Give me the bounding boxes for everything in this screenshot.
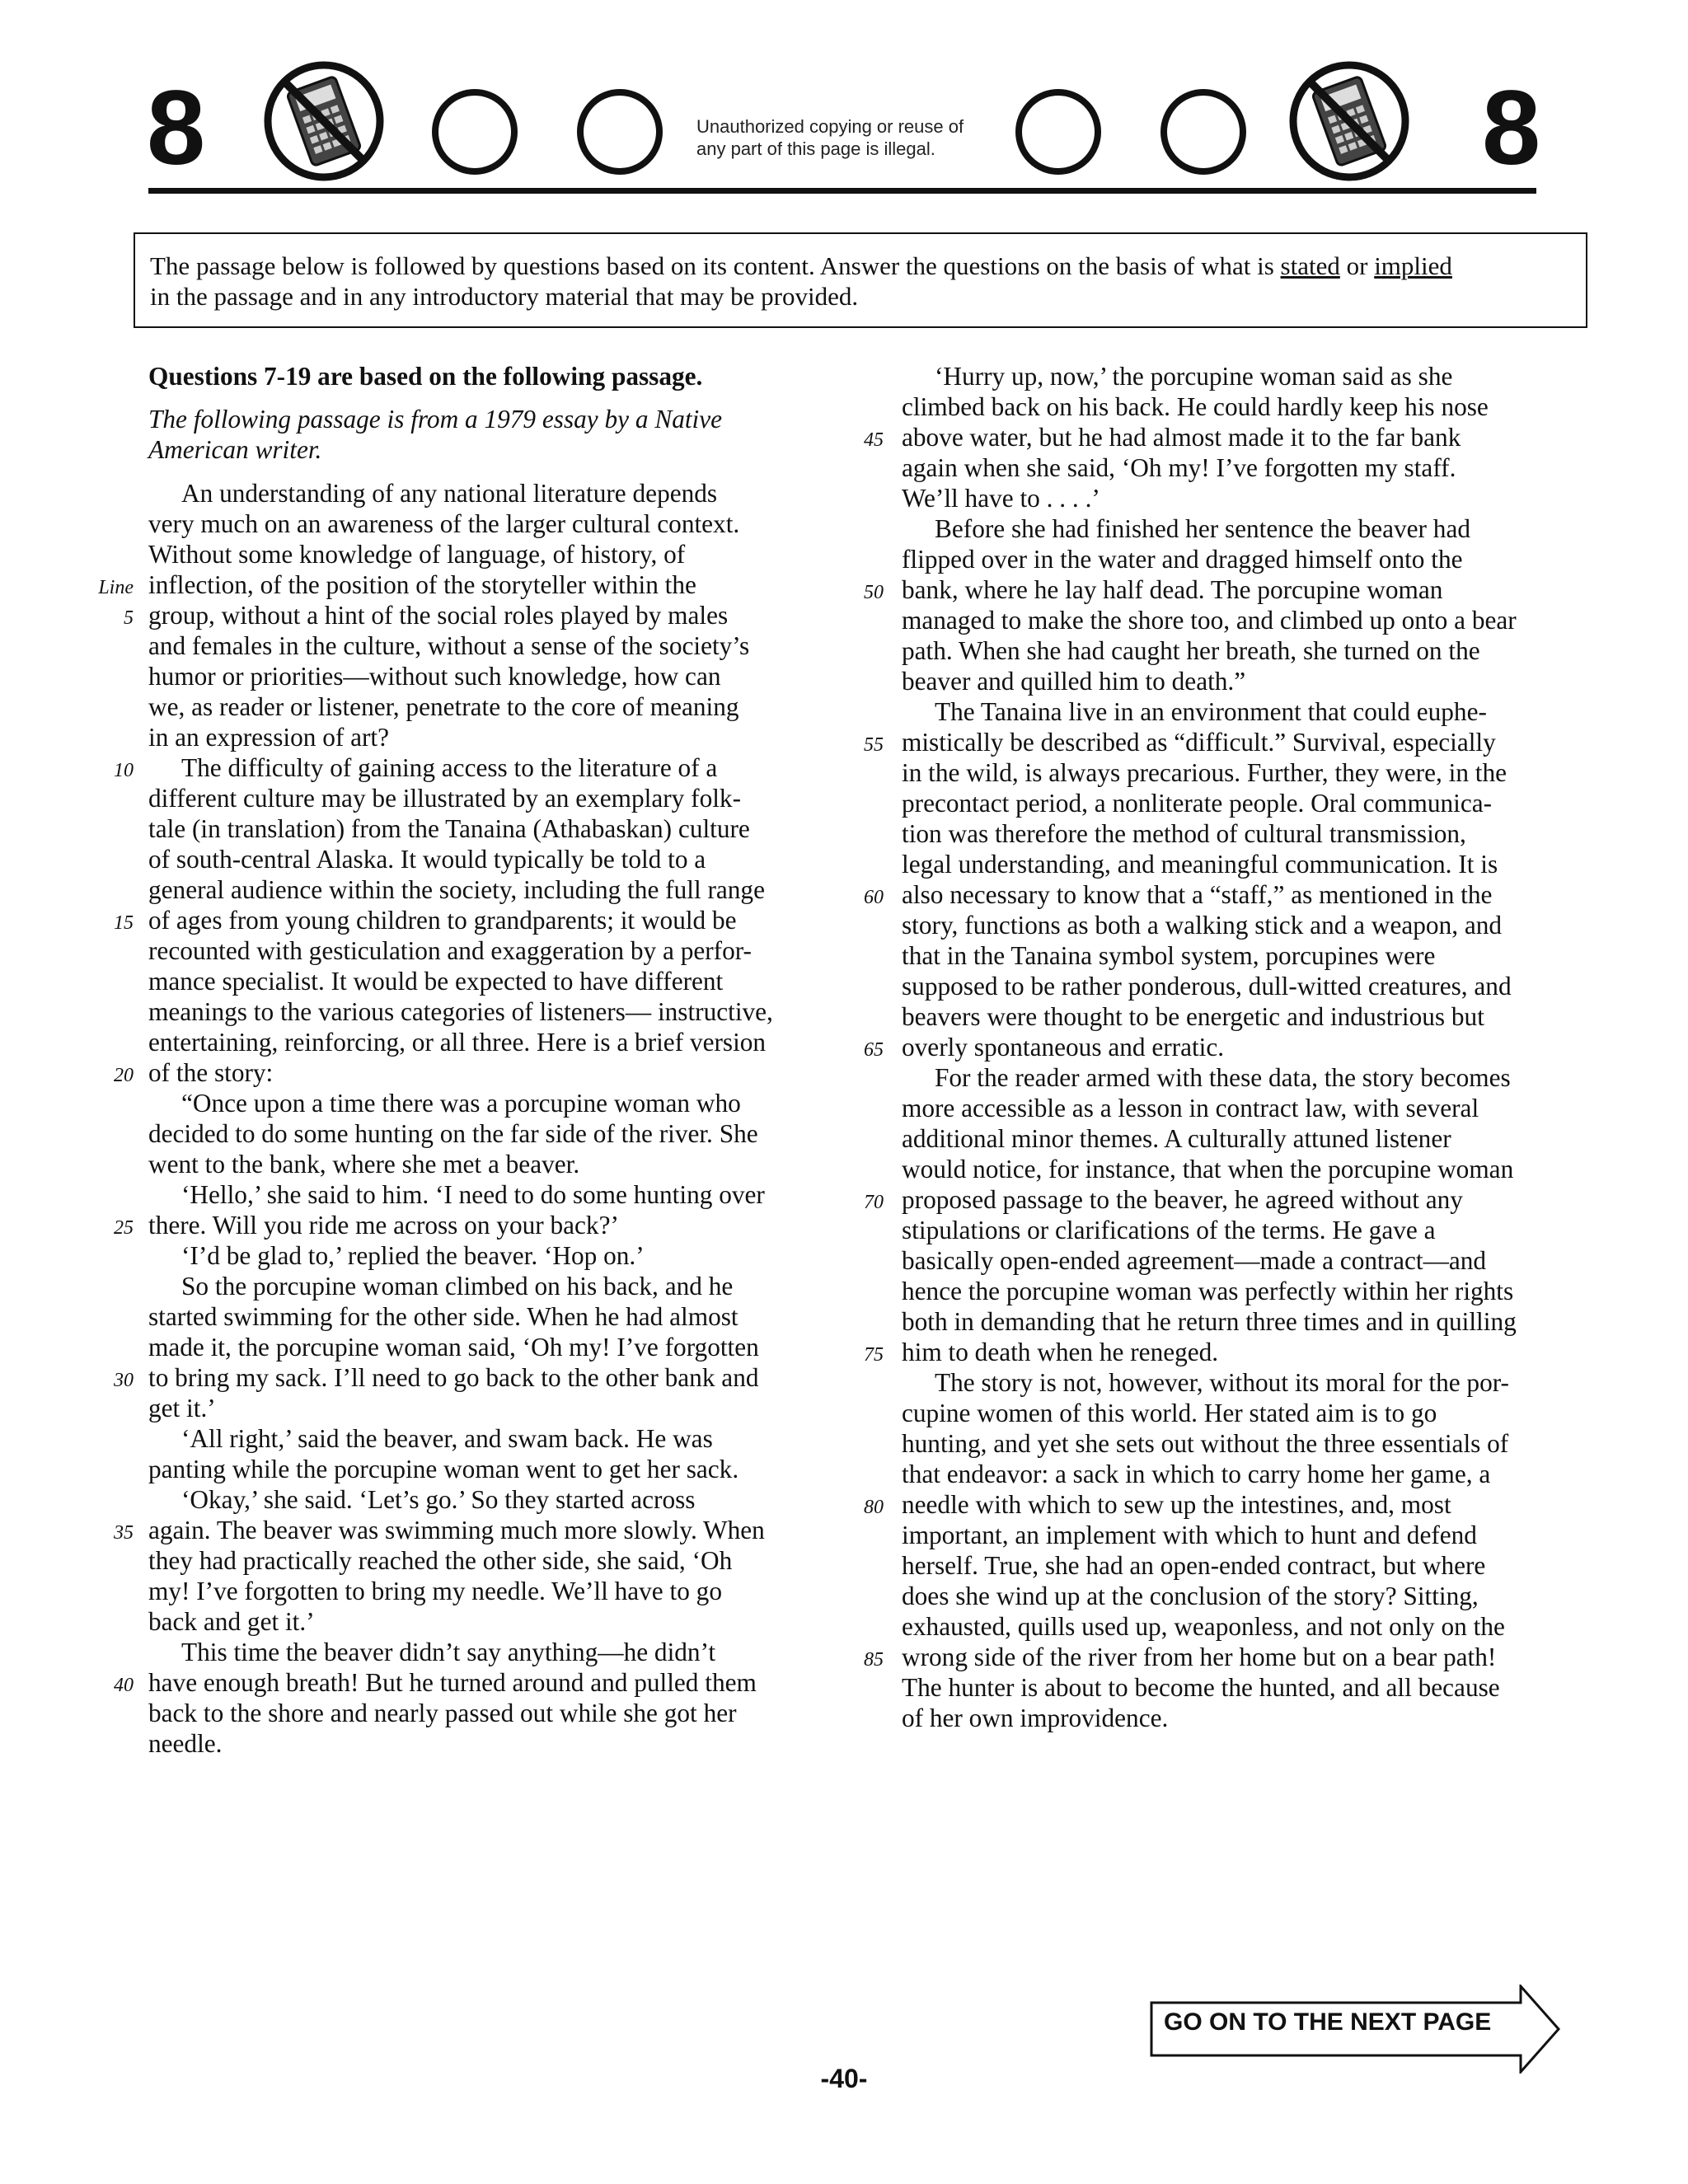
passage-line-text: supposed to be rather ponderous, dull-witted creatures, and [902,972,1512,1001]
passage-line [148,1240,812,1271]
passage-line [148,1027,812,1057]
passage-line-text: herself. True, she had an open-ended contract, but where [902,1551,1486,1580]
passage-line-text: back and get it.’ [148,1607,315,1636]
passage-introduction [148,404,812,465]
passage-line-text: precontact period, a nonliterate people. Oral communica- [902,789,1493,818]
passage-line-text: went to the bank, where she met a beaver. [148,1150,580,1179]
section-number-right: 8 [1482,69,1540,187]
passage-line-text: also necessary to know that a “staff,” as mentioned in the [902,880,1493,909]
passage-line [864,1337,1573,1367]
passage-line-text: would notice, for instance, that when the porcupine woman [902,1155,1514,1183]
passage-line [124,600,812,630]
passage-line-text: proposed passage to the beaver, he agreed without any [902,1185,1463,1214]
passage-line [902,1276,1573,1306]
passage-line [148,1454,812,1484]
passage-line-text: An understanding of any national literature depends [181,479,718,508]
passage-line [902,1154,1573,1184]
line-number: 65 [864,1039,884,1061]
passage-line [148,1576,812,1606]
passage-lines-left [98,478,812,1759]
passage-line [902,818,1573,849]
passage-line-text: recounted with gesticulation and exaggeration by a perfor- [148,936,752,965]
page-number: -40- [820,2064,868,2093]
passage-line [902,1428,1573,1459]
passage-line [148,1728,812,1759]
passage-line-text: both in demanding that he return three times and in quilling [902,1307,1517,1336]
passage-line-text: “Once upon a time there was a porcupine woman who [181,1089,741,1118]
passage-line-text: climbed back on his back. He could hardly keep his nose [902,392,1489,421]
passage-line [148,1637,812,1667]
instructions-text: The passage below is followed by questions based on its content. Answer the questions on the basis of what is [150,251,1281,280]
passage-line-text: very much on an awareness of the larger cultural context. [148,509,740,538]
passage-line-text: overly spontaneous and erratic. [902,1033,1225,1062]
passage-line-text: of ages from young children to grandparents; it would be [148,906,737,935]
passage-line [864,1642,1573,1672]
passage-line [148,1698,812,1728]
line-number: 5 [124,607,134,629]
passage-line [148,1545,812,1576]
passage-line [902,910,1573,940]
passage-line-text: additional minor themes. A culturally attuned listener [902,1124,1451,1153]
passage-line [148,1301,812,1332]
passage-line-text: group, without a hint of the social roles played by males [148,601,729,630]
passage-line-text: there. Will you ride me across on your back?’ [148,1211,619,1240]
passage-line [148,1484,812,1515]
passage-line [902,452,1573,483]
section-number-left: 8 [147,69,204,187]
line-number: 60 [864,887,884,908]
passage-line-text: ‘Hello,’ she said to him. ‘I need to do some hunting over [181,1180,765,1209]
passage-line-text: Without some knowledge of language, of history, of [148,540,686,569]
passage-line [902,605,1573,635]
line-number: 80 [864,1497,884,1518]
passage-lines-right [864,361,1573,1733]
passage-line-text: general audience within the society, including the full range [148,875,765,904]
intro-line: American writer. [148,435,322,464]
passage-line-text: humor or priorities—without such knowledge, how can [148,662,721,691]
instructions-box [134,232,1587,328]
passage-line [902,666,1573,696]
passage-line [902,361,1573,391]
passage-line-text: different culture may be illustrated by an exemplary folk- [148,784,741,813]
passage-line [902,1550,1573,1581]
passage-line-text: ‘Okay,’ she said. ‘Let’s go.’ So they started across [181,1485,696,1514]
line-number: 45 [864,429,884,451]
empty-circle-icon [432,89,518,175]
passage-line [148,813,812,844]
passage-line [114,1210,812,1240]
questions-heading: Questions 7-19 are based on the following passage. [148,362,703,391]
line-number: 20 [114,1065,134,1086]
line-number: 40 [114,1675,134,1696]
passage-line [902,849,1573,879]
passage-line [902,391,1573,422]
passage-line-text: of the story: [148,1058,274,1087]
passage-line-text: This time the beaver didn’t say anything—he didn’t [181,1638,716,1666]
passage-line-text: needle. [148,1729,223,1758]
line-number: 30 [114,1370,134,1391]
passage-line-text: cupine women of this world. Her stated aim is to go [902,1399,1437,1427]
passage-line [148,874,812,905]
passage-line-text: The hunter is about to become the hunted, and all because [902,1673,1500,1702]
passage-line [864,422,1573,452]
passage-line [148,966,812,996]
line-number: Line [98,577,134,598]
passage-line [864,574,1573,605]
passage-line-text: back to the shore and nearly passed out while she got her [148,1699,737,1727]
empty-circle-icon [1015,89,1101,175]
passage-line [902,635,1573,666]
implied-word: implied [1374,251,1452,280]
passage-line [902,1306,1573,1337]
passage-line [148,661,812,691]
instructions-line-1 [150,251,1571,281]
passage-line [148,1149,812,1179]
passage-line-text: mistically be described as “difficult.” Survival, especially [902,728,1496,757]
passage-line-text: We’ll have to . . . .’ [902,484,1100,513]
passage-line [148,1179,812,1210]
passage-line [114,1057,812,1088]
passage-line-text: Before she had finished her sentence the beaver had [935,514,1470,543]
header-rule [148,188,1536,194]
passage-line-text: basically open-ended agreement—made a contract—and [902,1246,1487,1275]
passage-line-text: they had practically reached the other side, she said, ‘Oh [148,1546,733,1575]
passage-line [902,1367,1573,1398]
line-number: 10 [114,760,134,781]
passage-line-text: does she wind up at the conclusion of the story? Sitting, [902,1582,1479,1610]
passage-line-text: legal understanding, and meaningful communication. It is [902,850,1498,879]
line-number: 85 [864,1649,884,1671]
passage-line-text: For the reader armed with these data, the story becomes [935,1063,1511,1092]
passage-line [98,569,812,600]
notice-line: any part of this page is illegal. [696,138,935,159]
passage-line [864,1184,1573,1215]
passage-line [902,1093,1573,1123]
passage-line-text: stipulations or clarifications of the terms. He gave a [902,1216,1436,1244]
passage-line [114,1667,812,1698]
passage-right-column [864,361,1573,1733]
passage-line [148,509,812,539]
line-number: 55 [864,734,884,756]
no-calculator-icon [1287,59,1411,183]
passage-line [864,879,1573,910]
passage-line-text: get it.’ [148,1394,216,1422]
passage-line [148,1332,812,1362]
passage-line-text: that in the Tanaina symbol system, porcupines were [902,941,1436,970]
intro-line: The following passage is from a 1979 essay by a Native [148,405,723,434]
passage-line [864,1032,1573,1062]
copyright-notice [696,115,964,160]
passage-line-text: my! I’ve forgotten to bring my needle. We’ll have to go [148,1577,722,1605]
passage-line [902,757,1573,788]
passage-line-text: ‘I’d be glad to,’ replied the beaver. ‘Hop on.’ [181,1241,645,1270]
passage-line-text: managed to make the shore too, and climbed up onto a bear [902,606,1517,635]
passage-line [902,1001,1573,1032]
passage-line [148,630,812,661]
empty-circle-icon [1160,89,1246,175]
passage-line [114,752,812,783]
passage-line [864,727,1573,757]
passage-line-text: and females in the culture, without a sense of the society’s [148,631,750,660]
passage-line-text: The difficulty of gaining access to the literature of a [181,753,718,782]
go-on-label: GO ON TO THE NEXT PAGE [1164,2008,1492,2036]
passage-line-text: beavers were thought to be energetic and industrious but [902,1002,1484,1031]
passage-line [902,1215,1573,1245]
passage-line [148,996,812,1027]
line-number: 15 [114,912,134,934]
passage-line-text: bank, where he lay half dead. The porcupine woman [902,575,1443,604]
passage-line-text: decided to do some hunting on the far side of the river. She [148,1119,758,1148]
passage-line-text: in the wild, is always precarious. Further, they were, in the [902,758,1507,787]
passage-line-text: inflection, of the position of the storyteller within the [148,570,696,599]
passage-line-text: flipped over in the water and dragged himself onto the [902,545,1463,574]
passage-line [148,691,812,722]
passage-line-text: mance specialist. It would be expected to have different [148,967,724,996]
passage-line [148,1423,812,1454]
passage-line-text: again. The beaver was swimming much more slowly. When [148,1516,765,1544]
passage-line-text: exhausted, quills used up, weaponless, and not only on the [902,1612,1505,1641]
passage-line [902,1611,1573,1642]
passage-line-text: tion was therefore the method of cultural transmission, [902,819,1466,848]
passage-line-text: entertaining, reinforcing, or all three. Here is a brief version [148,1028,767,1057]
line-number: 75 [864,1344,884,1366]
passage-line-text: The story is not, however, without its moral for the por- [935,1368,1509,1397]
instructions-line-2: in the passage and in any introductory material that may be provided. [150,282,859,311]
passage-line-text: tale (in translation) from the Tanaina (Athabaskan) culture [148,814,750,843]
passage-line-text: ‘Hurry up, now,’ the porcupine woman said as she [935,362,1453,391]
passage-line [902,1459,1573,1489]
passage-left-column [98,361,812,1759]
passage-line-text: we, as reader or listener, penetrate to the core of meaning [148,692,739,721]
passage-line-text: made it, the porcupine woman said, ‘Oh my! I’ve forgotten [148,1333,759,1361]
passage-line [148,1393,812,1423]
passage-line-text: path. When she had caught her breath, she turned on the [902,636,1480,665]
passage-line [148,478,812,509]
line-number: 35 [114,1522,134,1544]
passage-line [902,1062,1573,1093]
passage-line [148,1118,812,1149]
passage-line [902,1581,1573,1611]
passage-line-text: hence the porcupine woman was perfectly within her rights [902,1277,1514,1305]
passage-line [902,1245,1573,1276]
passage-line [902,940,1573,971]
stated-word: stated [1280,251,1340,280]
passage-line [902,1703,1573,1733]
passage-line [902,513,1573,544]
passage-line-text: meanings to the various categories of listeners— instructive, [148,997,773,1026]
passage-line-text: have enough breath! But he turned around and pulled them [148,1668,757,1697]
passage-line [902,544,1573,574]
passage-line-text: beaver and quilled him to death.” [902,667,1246,696]
passage-line [148,935,812,966]
passage-line-text: again when she said, ‘Oh my! I’ve forgotten my staff. [902,453,1456,482]
notice-line: Unauthorized copying or reuse of [696,116,964,137]
empty-circle-icon [577,89,663,175]
passage-line-text: started swimming for the other side. When he had almost [148,1302,738,1331]
passage-line [114,905,812,935]
passage-line-text: wrong side of the river from her home but on a bear path! [902,1643,1497,1671]
passage-line-text: ‘All right,’ said the beaver, and swam back. He was [181,1424,713,1453]
passage-line [148,1088,812,1118]
passage-line-text: of her own improvidence. [902,1704,1169,1732]
passage-line-text: important, an implement with which to hunt and defend [902,1521,1477,1549]
passage-line-text: of south-central Alaska. It would typically be told to a [148,845,706,874]
passage-line-text: story, functions as both a walking stick and a weapon, and [902,911,1503,940]
passage-line [864,1489,1573,1520]
passage-line-text: hunting, and yet she sets out without the three essentials of [902,1429,1509,1458]
passage-line [114,1515,812,1545]
or-word: or [1339,251,1375,280]
passage-line [148,722,812,752]
passage-line-text: panting while the porcupine woman went to get her sack. [148,1455,739,1483]
passage-line [902,971,1573,1001]
passage-line-text: The Tanaina live in an environment that could euphe- [935,697,1487,726]
passage-line [902,1398,1573,1428]
passage-line [148,1271,812,1301]
passage-line [148,844,812,874]
passage-line [148,1606,812,1637]
passage-line-text: above water, but he had almost made it to the far bank [902,423,1461,452]
passage-line-text: So the porcupine woman climbed on his back, and he [181,1272,734,1301]
passage-line [902,483,1573,513]
passage-line-text: more accessible as a lesson in contract law, with several [902,1094,1479,1122]
passage-line [902,1520,1573,1550]
no-calculator-icon [262,59,386,183]
passage-line-text: that endeavor: a sack in which to carry home her game, a [902,1460,1491,1488]
passage-line-text: in an expression of art? [148,723,390,752]
passage-line [902,1123,1573,1154]
passage-line-text: to bring my sack. I’ll need to go back to the other bank and [148,1363,759,1392]
passage-line [902,1672,1573,1703]
passage-line [902,696,1573,727]
passage-line [148,539,812,569]
passage-line [148,783,812,813]
line-number: 50 [864,582,884,603]
line-number: 70 [864,1192,884,1213]
line-number: 25 [114,1217,134,1239]
passage-line [114,1362,812,1393]
passage-line-text: him to death when he reneged. [902,1338,1219,1366]
passage-line [902,788,1573,818]
passage-line-text: needle with which to sew up the intestines, and, most [902,1490,1451,1519]
